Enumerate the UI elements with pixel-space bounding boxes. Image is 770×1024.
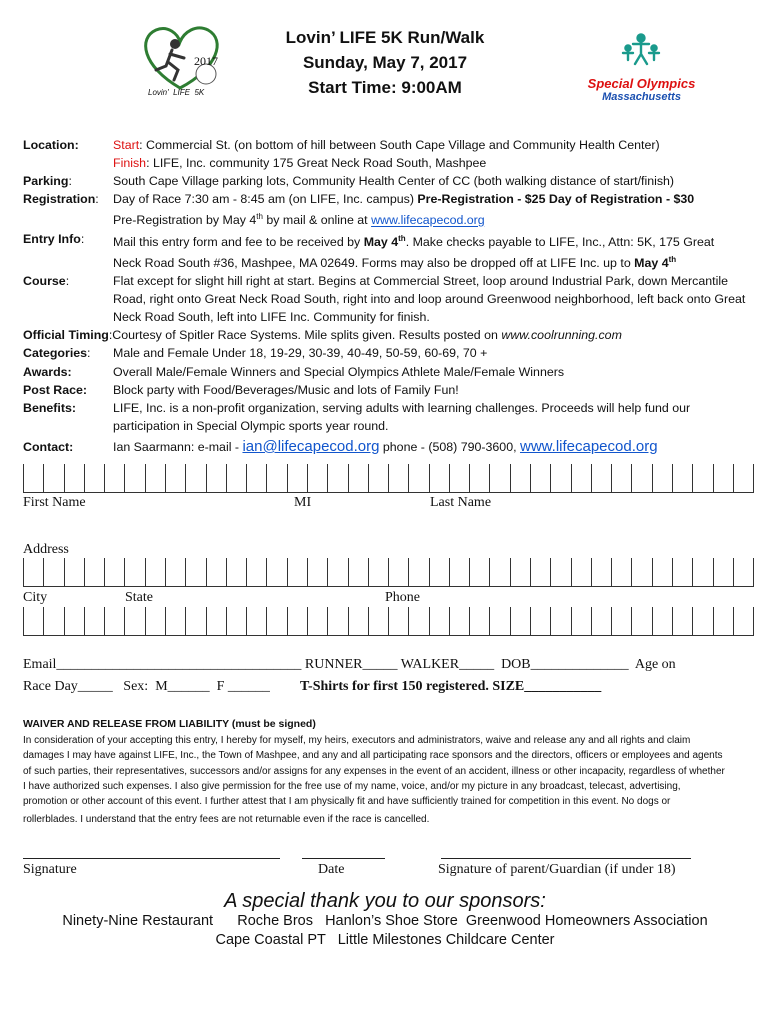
char-box[interactable] (511, 558, 531, 586)
contact-website-link[interactable]: www.lifecapecod.org (519, 437, 658, 455)
char-box[interactable] (369, 607, 389, 635)
char-box[interactable] (247, 558, 267, 586)
char-box[interactable] (308, 558, 328, 586)
first-name-label: First Name (23, 495, 86, 510)
last-name-label: Last Name (430, 495, 492, 510)
char-box[interactable] (65, 607, 85, 635)
info-awards: Awards: Overall Male/Female Winners and Special Olympics Athlete Male/Female Winners (23, 364, 565, 379)
char-box[interactable] (186, 607, 206, 635)
address-label: Address (23, 542, 69, 557)
char-box[interactable] (572, 464, 592, 492)
guardian-signature-label: Signature of parent/Guardian (if under 18) (438, 862, 676, 877)
char-box[interactable] (693, 558, 713, 586)
char-box[interactable] (714, 607, 734, 635)
date-label: Date (318, 862, 345, 877)
waiver-line: damages I may have against LIFE, Inc., the Town of Mashpee, and any and all participating race sponsors and the directors, officers or employees and agents (23, 750, 723, 762)
special-olympics-logo (574, 30, 709, 110)
char-box[interactable] (531, 607, 551, 635)
event-date: Sunday, May 7, 2017 (302, 53, 468, 72)
waiver-line: rollerblades. I understand that the entry fees are not returnable even if the race is cancelled. (23, 814, 430, 826)
char-box[interactable] (328, 607, 348, 635)
char-box[interactable] (409, 464, 429, 492)
char-box[interactable] (247, 607, 267, 635)
logo-caption: Lovin' LIFE 5K (148, 88, 205, 97)
char-box[interactable] (207, 558, 227, 586)
waiver-title: WAIVER AND RELEASE FROM LIABILITY (must be signed) (23, 718, 316, 730)
char-box[interactable] (673, 558, 693, 586)
char-box[interactable] (24, 607, 44, 635)
char-box[interactable] (186, 464, 206, 492)
event-start-time: Start Time: 9:00AM (308, 78, 462, 97)
waiver-line: I have authorized such expenses. I also give permission for the free use of my name, voice, and/or my picture in any broadcast, telecast, advertising, (23, 780, 681, 792)
char-box[interactable] (24, 464, 44, 492)
char-box[interactable] (267, 607, 287, 635)
event-info: Location: Start: Commercial St. (on bottom of hill between South Cape Village and Community Health Center) Finish: LIFE, Inc. community 175 Great Neck Road South, Mashpee Parking: South Cape Village parking lots, Community Health Center of CC (both walking distance of start/finish) Registration: Day of Race 7:30 am - 8:45 am (on LIFE, Inc. campus) Pre-Registration - $25 Day of Registration - $30 Pre-Registration by May 4th by mail & online at www.lifecapecod.org Entry Info: Mail this entry form and fee to be received by May 4th. Make checks payable to LIFE, Inc., Attn: 5K, 175 Great Neck Road South #36, Mashpee, MA 02649. Forms may also be dropped off at LIFE Inc. up to May 4th Course: Flat except for slight hill right at start. Begins at Commercial Street, loop around Industrial Park, down Mercantile Road, right onto Great Neck Road South, right into and loop around Greenwood neighborhood, left back onto Great Neck Road South, left into LIFE Inc. Community for finish. Official Timing: Courtesy of Spitler Race Systems. Mile splits given. Results posted on www.coolrunning.com Categories: Male and Female Under 18, 19-29, 30-39, 40-49, 50-59, 60-69, 70 + Awards: Overall Male/Female Winners and Special Olympics Athlete Male/Female Winners Post Race: Block party with Food/Beverages/Music and lots of Family Fun! Benefits: LIFE, Inc. is a non-profit organization, serving adults with learning challenges. Proceeds will help fund our participation in Special Olympic sports year round. Contact: Ian Saarmann: e-mail - ian@lifecapecod.org phone - (508) 790-3600, www.lifecapecod.org (23, 136, 753, 456)
mi-label: MI (294, 495, 312, 510)
char-box[interactable] (146, 558, 166, 586)
char-box[interactable] (389, 558, 409, 586)
char-box[interactable] (349, 558, 369, 586)
char-box[interactable] (65, 464, 85, 492)
char-box[interactable] (673, 607, 693, 635)
raceday-sex-line[interactable]: Race Day_____ Sex: M______ F ______ (23, 679, 270, 694)
char-box[interactable] (166, 607, 186, 635)
char-box[interactable] (592, 607, 612, 635)
char-box[interactable] (612, 558, 632, 586)
char-box[interactable] (288, 464, 308, 492)
char-box[interactable] (653, 607, 673, 635)
char-box[interactable] (693, 464, 713, 492)
char-box[interactable] (267, 464, 287, 492)
char-box[interactable] (470, 558, 490, 586)
char-box[interactable] (430, 558, 450, 586)
char-box[interactable] (227, 607, 247, 635)
char-box[interactable] (511, 607, 531, 635)
char-box[interactable] (592, 558, 612, 586)
char-box[interactable] (247, 464, 267, 492)
char-box[interactable] (207, 464, 227, 492)
guardian-signature-line[interactable] (441, 858, 691, 859)
char-box[interactable] (65, 558, 85, 586)
char-box[interactable] (369, 558, 389, 586)
char-box[interactable] (125, 607, 145, 635)
char-box[interactable] (105, 558, 125, 586)
char-box[interactable] (207, 607, 227, 635)
char-box[interactable] (551, 558, 571, 586)
char-box[interactable] (632, 607, 652, 635)
char-box[interactable] (24, 558, 44, 586)
char-box[interactable] (572, 607, 592, 635)
contact-email-link[interactable]: ian@lifecapecod.org (242, 437, 380, 455)
sponsors-heading: A special thank you to our sponsors: (224, 890, 546, 912)
char-box[interactable] (125, 558, 145, 586)
char-box[interactable] (511, 464, 531, 492)
char-box[interactable] (389, 607, 409, 635)
char-box[interactable] (44, 464, 64, 492)
event-title: Lovin’ LIFE 5K Run/Walk (285, 28, 485, 47)
char-box[interactable] (592, 464, 612, 492)
tshirt-size-line[interactable]: T-Shirts for first 150 registered. SIZE___________ (300, 679, 602, 694)
char-box[interactable] (85, 464, 105, 492)
char-box[interactable] (328, 558, 348, 586)
char-box[interactable] (349, 464, 369, 492)
char-box[interactable] (490, 607, 510, 635)
char-box[interactable] (490, 464, 510, 492)
info-parking: Parking: South Cape Village parking lots, Community Health Center of CC (both walking distance of start/finish) (23, 174, 675, 189)
info-location: Location: Start: Commercial St. (on bottom of hill between South Cape Village and Community Health Center) (23, 138, 660, 152)
sponsors-line-2: Cape Coastal PT Little Milestones Childcare Center (215, 932, 555, 948)
char-box[interactable] (612, 607, 632, 635)
waiver-line: of such parties, their representatives, successors and/or assigns for any expenses in the event of an accident, illness or other incapacity, regardless of whether (23, 765, 725, 777)
info-categories: Categories: Male and Female Under 18, 19-29, 30-39, 40-49, 50-59, 60-69, 70 + (23, 346, 488, 361)
info-benefits: Benefits: LIFE, Inc. is a non-profit organization, serving adults with learning challenges. Proceeds will help fund our (23, 400, 691, 415)
registration-link[interactable]: www.lifecapecod.org (371, 213, 485, 228)
char-box[interactable] (85, 607, 105, 635)
char-box[interactable] (267, 558, 287, 586)
char-box[interactable] (146, 464, 166, 492)
char-box[interactable] (430, 464, 450, 492)
date-line[interactable] (302, 858, 385, 859)
info-registration: Registration: Day of Race 7:30 am - 8:45 am (on LIFE, Inc. campus) Pre-Registration - $25 Day of Registration - $30 (23, 192, 695, 207)
char-box[interactable] (450, 558, 470, 586)
char-box[interactable] (146, 607, 166, 635)
char-box[interactable] (328, 464, 348, 492)
char-box[interactable] (44, 607, 64, 635)
char-box[interactable] (653, 464, 673, 492)
char-box[interactable] (389, 464, 409, 492)
char-box[interactable] (632, 558, 652, 586)
char-box[interactable] (166, 558, 186, 586)
char-box[interactable] (734, 464, 754, 492)
email-line[interactable]: Email___________________________________ RUNNER_____ WALKER_____ DOB______________ Age on (23, 657, 676, 672)
waiver-line: In consideration of your accepting this entry, I hereby for myself, my heirs, executors and administrators, waive and release any and all rights and claim (23, 735, 691, 746)
char-box[interactable] (369, 464, 389, 492)
phone-label: Phone (385, 590, 420, 605)
info-finish: Finish: LIFE, Inc. community 175 Great Neck Road South, Mashpee (113, 156, 487, 171)
name-entry-grid[interactable] (23, 464, 754, 493)
state-label: State (125, 590, 153, 605)
char-box[interactable] (714, 464, 734, 492)
char-box[interactable] (186, 558, 206, 586)
char-box[interactable] (673, 464, 693, 492)
char-box[interactable] (490, 558, 510, 586)
info-contact: Contact: Ian Saarmann: e-mail - ian@lifecapecod.org phone - (508) 790-3600, www.lifecapecod.org (23, 437, 658, 455)
info-entry-2: Neck Road South #36, Mashpee, MA 02649. Forms may also be dropped off at LIFE Inc. up to May 4th (113, 254, 677, 270)
so-name: Special Olympics (587, 76, 696, 91)
char-box[interactable] (105, 607, 125, 635)
char-box[interactable] (632, 464, 652, 492)
signature-label: Signature (23, 862, 77, 877)
char-box[interactable] (714, 558, 734, 586)
info-entry: Entry Info: Mail this entry form and fee to be received by May 4th. Make checks payable to LIFE, Inc., Attn: 5K, 175 Great (23, 231, 715, 249)
char-box[interactable] (166, 464, 186, 492)
char-box[interactable] (734, 607, 754, 635)
char-box[interactable] (551, 607, 571, 635)
char-box[interactable] (227, 464, 247, 492)
info-course: Course: Flat except for slight hill right at start. Begins at Commercial Street, loop around Industrial Park, down Mercantile (23, 274, 728, 289)
char-box[interactable] (288, 607, 308, 635)
signature-line[interactable] (23, 858, 280, 859)
char-box[interactable] (531, 464, 551, 492)
char-box[interactable] (653, 558, 673, 586)
char-box[interactable] (450, 607, 470, 635)
waiver-text (23, 733, 753, 828)
logo-year: 2017 (194, 54, 218, 68)
char-box[interactable] (531, 558, 551, 586)
char-box[interactable] (44, 558, 64, 586)
char-box[interactable] (288, 558, 308, 586)
sponsors-line-1: Ninety-Nine Restaurant Roche Bros Hanlon’s Shoe Store Greenwood Homeowners Association (62, 913, 708, 929)
char-box[interactable] (409, 558, 429, 586)
city-label: City (23, 590, 48, 605)
char-box[interactable] (349, 607, 369, 635)
waiver-line: promotion or other account of this event. I further attest that I am physically fit and have sufficiently trained for competition in this event. No dogs or (23, 796, 671, 808)
char-box[interactable] (430, 607, 450, 635)
char-box[interactable] (470, 607, 490, 635)
char-box[interactable] (85, 558, 105, 586)
so-state: Massachusetts (602, 91, 681, 103)
char-box[interactable] (551, 464, 571, 492)
char-box[interactable] (409, 607, 429, 635)
char-box[interactable] (734, 558, 754, 586)
char-box[interactable] (308, 607, 328, 635)
char-box[interactable] (105, 464, 125, 492)
char-box[interactable] (308, 464, 328, 492)
char-box[interactable] (612, 464, 632, 492)
info-postrace: Post Race: Block party with Food/Beverages/Music and lots of Family Fun! (23, 382, 459, 397)
info-timing: Official Timing: Courtesy of Spitler Race Systems. Mile splits given. Results posted on www.coolrunning.com (23, 328, 622, 343)
char-box[interactable] (450, 464, 470, 492)
char-box[interactable] (227, 558, 247, 586)
city-state-phone-grid[interactable] (23, 607, 754, 636)
char-box[interactable] (693, 607, 713, 635)
address-entry-grid[interactable] (23, 558, 754, 587)
char-box[interactable] (125, 464, 145, 492)
info-preregistration: Pre-Registration by May 4th by mail & online at www.lifecapecod.org (113, 212, 485, 228)
char-box[interactable] (470, 464, 490, 492)
char-box[interactable] (572, 558, 592, 586)
